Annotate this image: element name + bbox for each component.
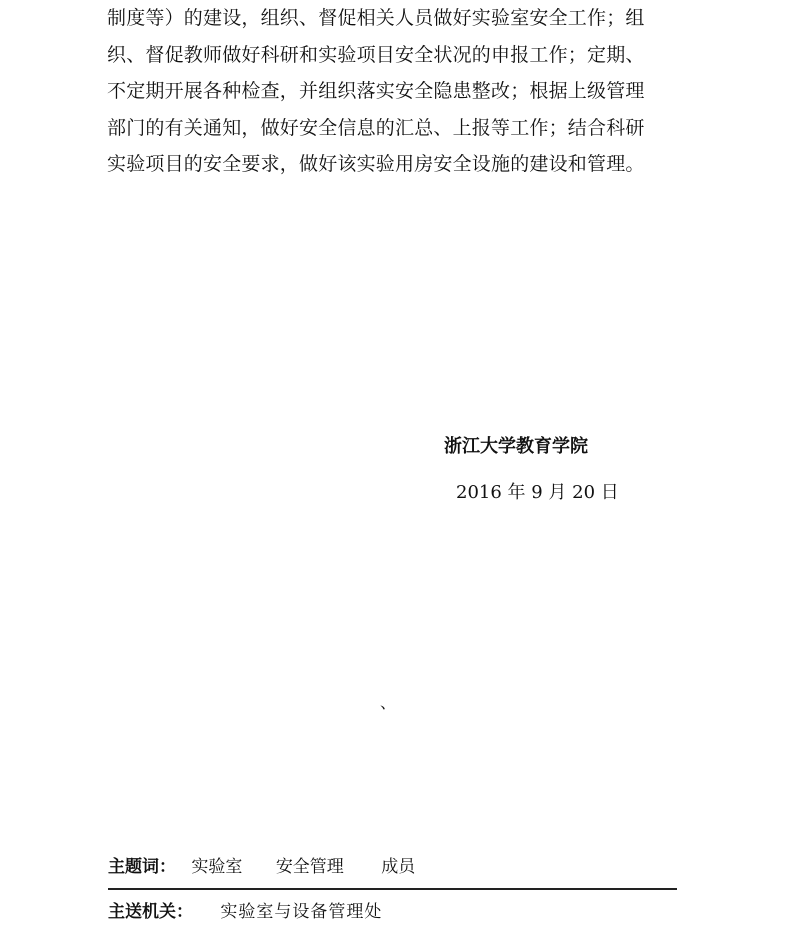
recipients-row: [108, 897, 382, 922]
keywords-label: 主题词：: [108, 857, 176, 877]
signature-organization: 浙江大学教育学院: [444, 436, 588, 457]
body-line-2: 织、督促教师做好科研和实验项目安全状况的申报工作；定期、: [107, 43, 645, 66]
stray-punctuation-mark: 、: [380, 693, 397, 712]
recipients-label: 主送机关：: [108, 902, 193, 922]
keyword-item: 成员: [381, 857, 416, 877]
recipients-value: 实验室与设备管理处: [220, 902, 383, 922]
signature-date: 2016 年 9 月 20 日: [456, 482, 619, 503]
body-line-3: 不定期开展各种检查，并组织落实安全隐患整改；根据上级管理: [107, 80, 645, 102]
keyword-item: 实验室: [191, 857, 243, 877]
document-body: [107, 0, 673, 183]
body-line-5: 实验项目的安全要求，做好该实验用房安全设施的建设和管理。: [107, 153, 645, 175]
footer-divider: [108, 888, 677, 890]
keywords-row: [108, 852, 415, 877]
body-line-4: 部门的有关通知，做好安全信息的汇总、上报等工作；结合科研: [107, 116, 645, 139]
body-line-1: 制度等）的建设，组织、督促相关人员做好实验室安全工作；组: [107, 7, 645, 29]
keyword-item: 安全管理: [275, 857, 344, 877]
